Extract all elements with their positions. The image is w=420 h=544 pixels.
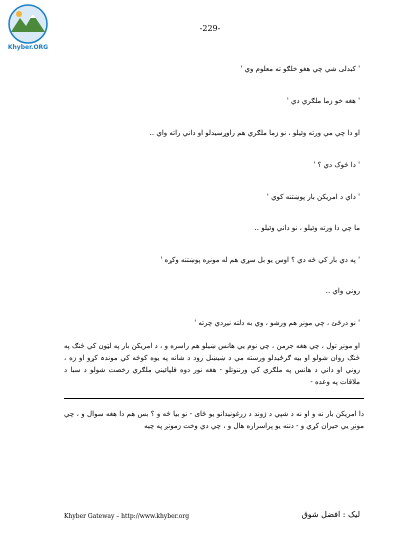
logo-text: Khyber.ORG — [7, 44, 49, 51]
text-line-6: ما چي دا ورته وئيلو ، نو داني وئيلو .. — [254, 224, 360, 232]
footnote-divider — [64, 398, 364, 399]
text-line-9: ' نو درځئ ، چي مونږ هم ورشو ، وي به دلته نيږدي چرته ' — [194, 319, 360, 327]
page-number: -229- — [199, 24, 221, 33]
main-paragraph: او مونږ تول ، چي هغه جرمن ، چي نوم يي هانس ښيلو هم راسره و ، د امريکن بار په لټون کي څنګ په څنګ روان شولو او بيه ګرځيدلو ورسته مي د ښيښل رود د شانه په يوه کوڅه کي موندہ کړو او زه ، روني او داني د هانس په ملګري کي ورننوتلو - هغه نور دوه فلپائيني ملګري رخصت شولو د سبا د ملاقات په وعده - — [64, 342, 360, 386]
text-line-3: او دا چي مي ورته وئيلو ، نو زما ملګري هم راوړسيدلو او داني راته واي .. — [149, 129, 360, 137]
text-line-8: روني واي .. — [325, 287, 360, 295]
text-line-4: ' دا څوک دي ؟ ' — [313, 161, 360, 169]
footer-link[interactable]: Khyber Gateway – http://www.khyber.org — [64, 513, 190, 520]
footer-author: ليک : افضل شوق — [301, 510, 360, 519]
footnote: دا امريکن بار نه و او نه د شپي د ژوند د زرغونيدانو يو ځای - نو بيا څه و ؟ بس هم دا هغه سوال و ، چي مونږ يي حيران کړي و - دننه يو پراسراره هال و ، چي دي وخت زمونږ په چيه — [64, 410, 364, 430]
text-line-2: ' هغه خو زما ملګري دي ' — [286, 97, 360, 105]
text-line-7: ' په دي بار کي څه دي ؟ اوس يو بل سړي هم له مونږه پوښتنه وکړه ' — [160, 256, 360, 264]
text-line-1: ' کبدلی شي چي هغو خلګو ته معلوم وي ' — [240, 65, 360, 73]
text-line-5: ' داي د امريکن بار پوښتنه کوي ' — [266, 193, 360, 201]
